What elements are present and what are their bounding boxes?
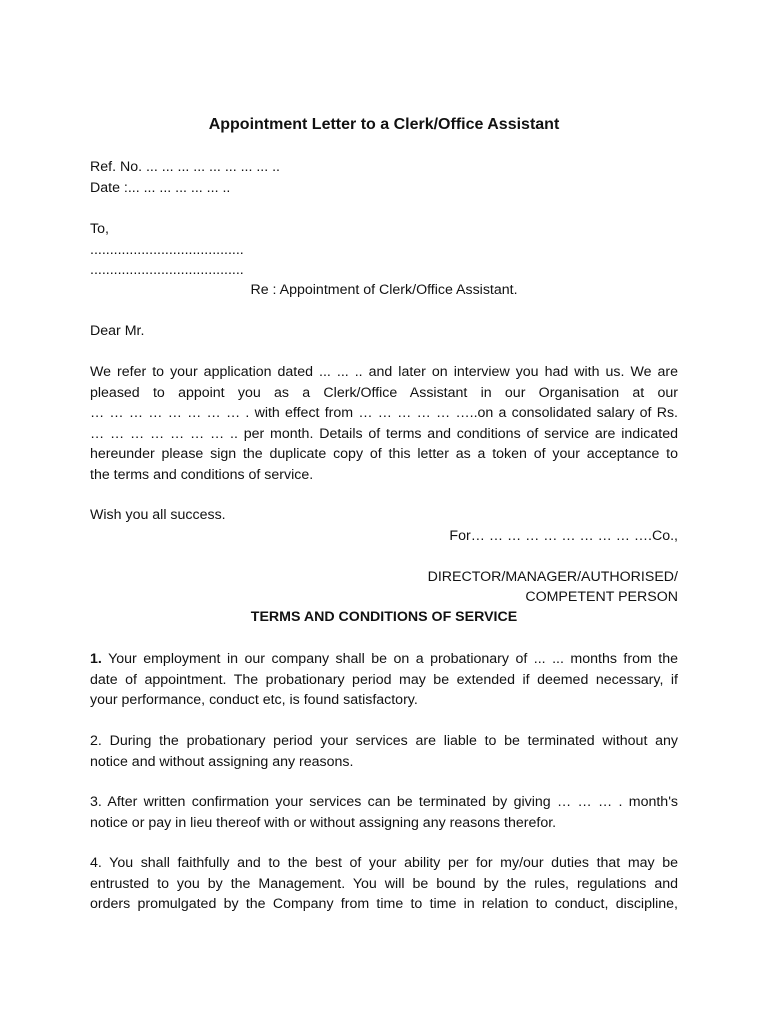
document-title: Appointment Letter to a Clerk/Office Assistant: [208, 116, 560, 133]
closing-wish: Wish you all success.: [90, 507, 226, 523]
term-line: your performance, conduct etc, is found satisfactory.: [90, 692, 418, 708]
body-line: … … … … … … … … . with effect from … … … … … …..on a consolidated salary of Rs.: [90, 405, 678, 421]
term-line: 4. You shall faithfully and to the best of your ability per for my/our duties that may be: [90, 855, 678, 871]
term-1-number: 1.: [90, 651, 102, 667]
reference-number: Ref. No. ... ... ... ... ... ... ... ... ..: [90, 159, 281, 175]
recipient-address-line-2: .......................................: [90, 262, 244, 278]
term-line: 3. After written confirmation your services can be terminated by giving … … … . month's: [90, 794, 678, 810]
signatory-title-line-2: COMPETENT PERSON: [525, 589, 678, 605]
body-paragraph: [90, 362, 678, 485]
term-2: [90, 731, 678, 772]
for-company: For… … … … … … … … … ….Co.,: [449, 528, 678, 544]
term-line: notice or pay in lieu thereof with or without assigning any reasons therefor.: [90, 814, 557, 831]
body-line: We refer to your application dated ... ... .. and later on interview you had with us. We are: [90, 364, 678, 380]
letter-date: Date :... ... ... ... ... ... ..: [90, 180, 231, 196]
term-1-text: Your employment in our company shall be on a probationary of ... ... months from the: [101, 651, 678, 667]
term-1: [90, 649, 678, 711]
subject-line: Re : Appointment of Clerk/Office Assistant.: [250, 282, 518, 298]
signatory-title-line-1: DIRECTOR/MANAGER/AUTHORISED/: [427, 569, 678, 585]
term-line: date of appointment. The probationary period may be extended if deemed necessary, if: [90, 671, 678, 688]
term-3: [90, 792, 678, 833]
term-line: [90, 649, 678, 670]
recipient-address-line-1: .......................................: [90, 242, 244, 258]
body-line: pleased to appoint you as a Clerk/Office Assistant in our Organisation at our: [90, 384, 678, 401]
term-line: orders promulgated by the Company from time to time in relation to conduct, discipline,: [90, 896, 678, 912]
body-line: hereunder please sign the duplicate copy of this letter as a token of your acceptance to: [90, 446, 678, 462]
body-line: … … … … … … … .. per month. Details of terms and conditions of service are indicated: [90, 425, 678, 442]
term-line: entrusted to you by the Management. You will be bound by the rules, regulations and: [90, 875, 678, 892]
term-4: [90, 853, 678, 915]
term-line: notice and without assigning any reasons.: [90, 753, 354, 770]
recipient-to: To,: [90, 221, 109, 237]
body-line: the terms and conditions of service.: [90, 466, 314, 483]
salutation: Dear Mr.: [90, 323, 145, 339]
terms-heading: TERMS AND CONDITIONS OF SERVICE: [250, 609, 518, 625]
term-line: 2. During the probationary period your services are liable to be terminated without any: [90, 733, 678, 749]
